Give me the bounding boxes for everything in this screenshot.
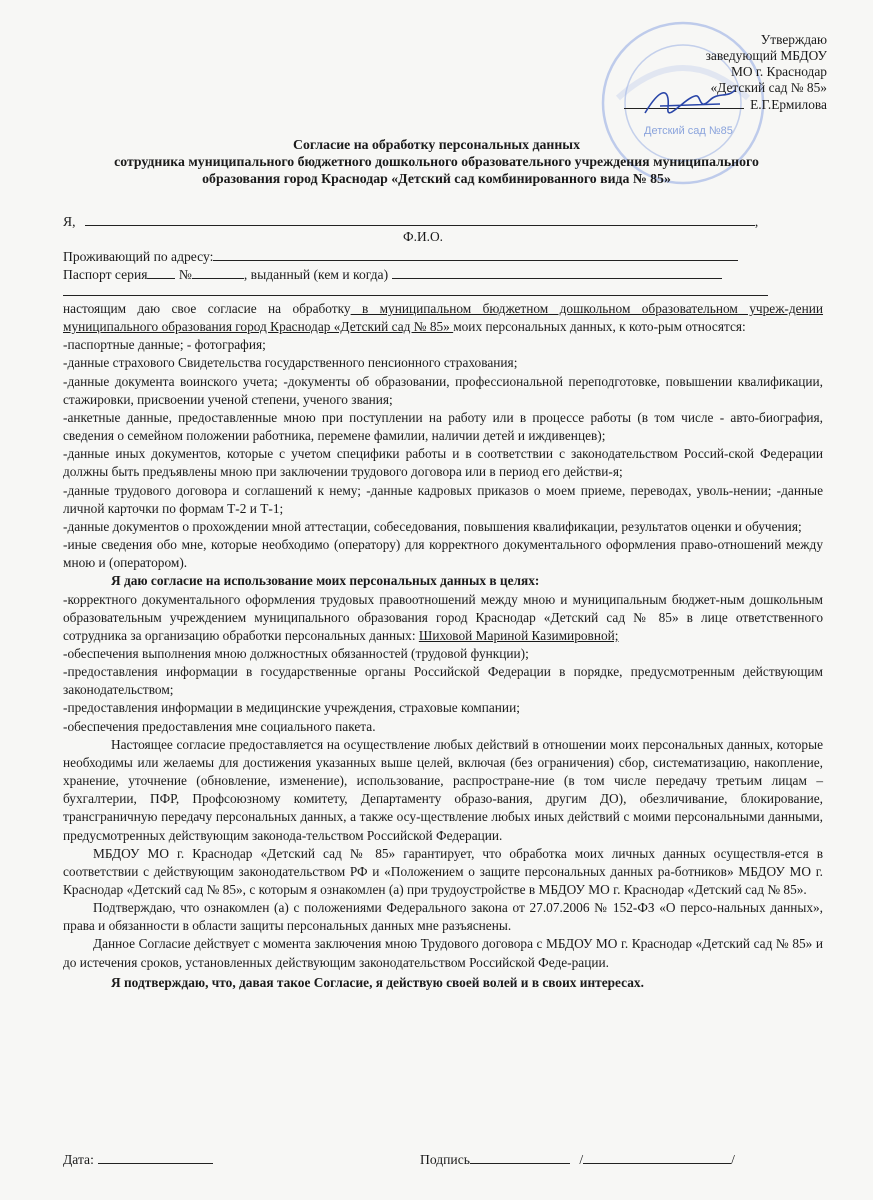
data-item-8: -иные сведения обо мне, которые необходимо (оператору) для корректного документального оформления право-отношений между мною и (оператором). (63, 537, 823, 571)
signature-name-field[interactable] (583, 1150, 731, 1164)
signature-scribble (640, 78, 740, 128)
date-label: Дата: (63, 1152, 94, 1167)
validity-paragraph: Данное Согласие действует с момента заключения мною Трудового договора с МБДОУ МО г. Краснодар «Детский сад № 85» и до истечения сроков, установленных действующим законодательством Российской Феде-рации. (63, 936, 823, 970)
purpose-heading: Я даю согласие на использование моих персональных данных в целях: (111, 573, 540, 589)
passport-no-label: № (178, 267, 192, 282)
data-item-1: -паспортные данные; - фотография; (63, 337, 266, 353)
data-item-3: -данные документа воинского учета; -документы об образовании, профессиональной переподготовке, повышении квалификации, стажировки, присвоении ученой степени, ученого звания; (63, 373, 823, 407)
fio-comma: , (754, 214, 759, 229)
fio-caption: Ф.И.О. (403, 229, 443, 244)
date-field[interactable] (98, 1150, 213, 1164)
guarantee-paragraph: МБДОУ МО г. Краснодар «Детский сад № 85» гарантирует, что обработка моих личных данных осуществля-ется в соответствии с действующим законодательством РФ и «Положением о защите персональных данных ра-ботников» МБДОУ МО г. Краснодар «Детский сад № 85», с которым я ознакомлен (а) при трудоустройстве в МБДОУ МО г. Краснодар «Детский сад № 85». (63, 845, 823, 897)
closing-statement: Я подтверждаю, что, давая такое Согласие, я действую своей волей и в своих интересах. (111, 974, 644, 990)
passport-number-field[interactable] (192, 265, 244, 279)
goal-item-5: -обеспечения предоставления мне социального пакета. (63, 718, 376, 734)
slash-1: / (579, 1152, 584, 1167)
sign-label: Подпись (420, 1152, 470, 1167)
data-item-2: -данные страхового Свидетельства государственного пенсионного страхования; (63, 355, 518, 371)
issued-label: , выданный (кем и когда) (243, 267, 389, 282)
consent-intro: настоящим даю свое согласие на обработку (63, 301, 351, 316)
approval-line-3: МО г. Краснодар (730, 64, 827, 79)
data-item-5: -данные иных документов, которые с учетом специфики работы и в соответствии с законодательством Россий-ской Федерации должны быть предъявлены мною при заключении трудового договора или в период его действи-я; (63, 446, 823, 480)
title-line-2: сотрудника муниципального бюджетного дошкольного образовательного учреждения муниципального (114, 154, 759, 169)
fio-field[interactable] (85, 212, 755, 226)
passport-row (63, 265, 783, 283)
responsible-person: Шиховой Мариной Казимировной; (418, 627, 619, 643)
title-line-3: образования город Краснодар «Детский сад комбинированного вида № 85» (202, 171, 671, 186)
approval-line-2: заведующий МБДОУ (705, 48, 827, 63)
fio-row (63, 212, 783, 230)
date-row (63, 1150, 213, 1168)
approval-line-1: Утверждаю (760, 32, 827, 47)
title-line-1: Согласие на обработку персональных данных (293, 137, 580, 152)
address-label: Проживающий по адресу: (63, 249, 214, 264)
document-title (40, 136, 833, 187)
data-item-6: -данные трудового договора и соглашений к нему; -данные кадровых приказов о моем приеме, переводах, уволь-нении; -данные личной карточки по формам Т-2 и Т-1; (63, 482, 823, 516)
signature-row (420, 1150, 735, 1168)
address-row (63, 247, 783, 265)
ya-label: Я, (63, 214, 76, 229)
stamp-text: Детский сад №85 (644, 125, 733, 137)
consent-intro-end: моих персональных данных, к кото-рым относятся: (453, 319, 746, 335)
consent-organization: в муниципальном бюджетном дошкольном образовательном учреж-дении муниципального образования город Краснодар «Детский сад № 85» (63, 301, 824, 335)
confirmation-paragraph: Подтверждаю, что ознакомлен (а) с положениями Федерального закона от 27.07.2006 № 152-ФЗ «О персо-нальных данных», права и обязанности в области защиты персональных данных мне разъяснены. (63, 900, 823, 934)
goal-item-1-text: -корректного документального оформления трудовых правоотношений между мною и муниципальным бюджет-ным дошкольным образовательным учреждением муниципального образования город Краснодар «Детский сад № 85» в лице ответственного сотрудника за организацию обработки персональных данных: (63, 591, 823, 643)
passport-label: Паспорт серия (63, 267, 148, 282)
goal-item-2: -обеспечения выполнения мною должностных обязанностей (трудовой функции); (63, 645, 529, 661)
issued-field[interactable] (392, 265, 722, 279)
actions-paragraph: Настоящее согласие предоставляется на осуществление любых действий в отношении моих персональных данных, которые необходимы или желаемы для достижения указанных выше целей, включая (без ограничения) сбор, систематизацию, накопление, хранение, уточнение (обновление, изменение), использование, распростране-ние (в том числе передачу третьим лицам – бухгалтерии, ПФР, Профсоюзному комитету, Департаменту образо-вания, другим ДО), обезличивание, блокирование, трансграничную передачу персональных данных, а также осу-ществление любых иных действий с моими персональными данными, предусмотренных действующим законода-тельством Российской Федерации. (63, 736, 823, 843)
consent-paragraph (63, 300, 823, 336)
document-body (63, 300, 823, 992)
passport-series-field[interactable] (147, 265, 175, 279)
goal-item-1 (63, 591, 823, 645)
issued-field-line-2[interactable] (63, 295, 768, 296)
slash-2: / (731, 1152, 735, 1167)
approval-signer: Е.Г.Ермилова (750, 97, 827, 112)
address-field[interactable] (213, 247, 738, 261)
data-item-4: -анкетные данные, предоставленные мною при поступлении на работу или в процессе работы (в том числе - авто-биография, сведения о семейном положении работника, перемене фамилии, наличии детей и иждивенцев); (63, 409, 823, 444)
data-item-7: -данные документов о прохождении мной аттестации, собеседования, повышения квалификации, результатов оценки и обучения; (63, 518, 802, 534)
goal-item-4: -предоставления информации в медицинские учреждения, страховые компании; (63, 700, 520, 716)
approval-line-4: «Детский сад № 85» (710, 80, 827, 95)
signature-field[interactable] (470, 1150, 570, 1164)
goal-item-3: -предоставления информации в государственные органы Российской Федерации в порядке, предусмотренным действующим законодательством; (63, 664, 823, 698)
